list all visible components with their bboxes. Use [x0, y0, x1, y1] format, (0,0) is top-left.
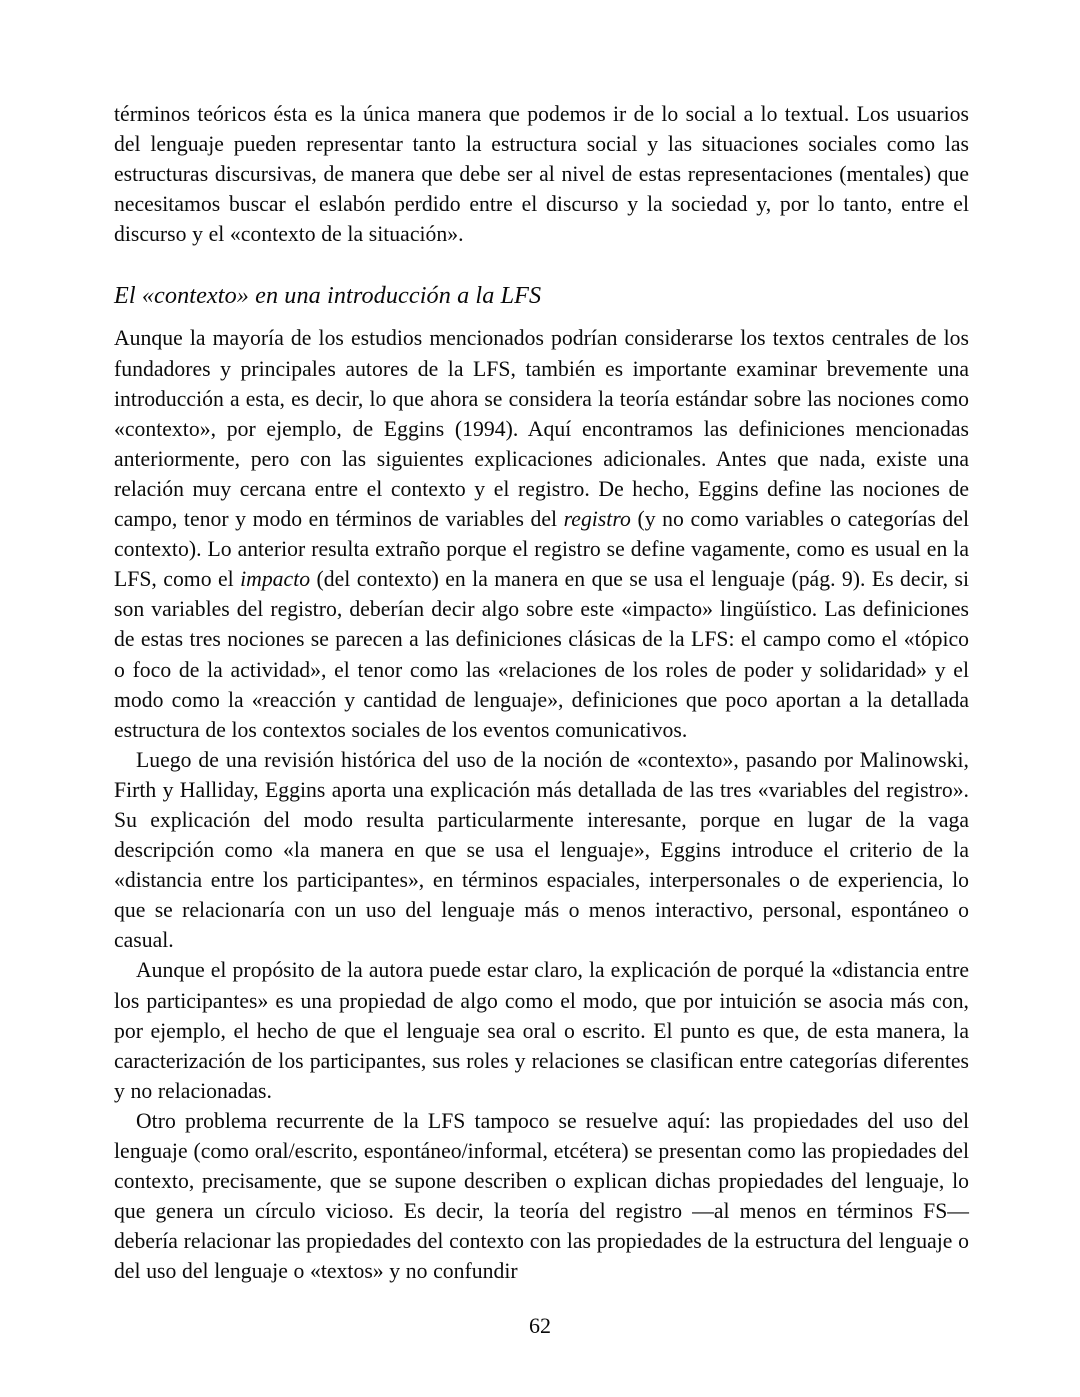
- paragraph-eggins-definitions: [114, 323, 969, 744]
- text-column: [114, 99, 969, 1286]
- paragraph-text-segment: (y no como variables o categorías del contexto). Lo anterior resulta extraño porque el registro se define vagamente, como es usual en la LFS, como el: [114, 507, 969, 592]
- page-number: 62: [529, 1313, 551, 1338]
- paragraph-proposito-autora: Aunque el propósito de la autora puede estar claro, la explicación de porqué la «distancia entre los participantes» es una propiedad de algo como el modo, que por intuición se asocia más con, por ejemplo, el hecho de que el lenguaje sea oral o escrito. El punto es que, de esta manera, la caracterización de los participantes, sus roles y relaciones se clasifican entre categorías diferentes y no relacionadas.: [114, 958, 969, 1103]
- spacer-after-heading: [114, 311, 969, 323]
- emphasis-impacto: impacto: [240, 567, 311, 592]
- paragraph-problema-recurrente: Otro problema recurrente de la LFS tampoco se resuelve aquí: las propiedades del uso del lenguaje (como oral/escrito, espontáneo/informal, etcétera) se presentan como las propiedades del contexto, precisamente, que se supone describen o explican dichas propiedades del lenguaje, lo que genera un círculo vicioso. Es decir, la teoría del registro —al menos en términos FS— debería relacionar las propiedades del contexto con las propiedades de la estructura del lenguaje o del uso del lenguaje o «textos» y no confundir: [114, 1108, 969, 1284]
- paragraph-revision-historica: Luego de una revisión histórica del uso de la noción de «contexto», pasando por Malinowski, Firth y Halliday, Eggins aporta una explicación más detallada de las tres «variables del registro». Su explicación del modo resulta particularmente interesante, porque en lugar de la vaga descripción como «la manera en que se usa el lenguaje», Eggins introduce el criterio de la «distancia entre los participantes», en términos espaciales, interpersonales o de experiencia, lo que se relacionaría con un uso del lenguaje más o menos interactivo, personal, espontáneo o casual.: [114, 747, 969, 953]
- paragraph-text-segment: (del contexto) en la manera en que se usa el lenguaje (pág. 9). Es decir, si son variables del registro, deberían decir algo sobre este «impacto» lingüístico. Las definiciones de estas tres nociones se parecen a las definiciones clásicas de la LFS: el campo como el «tópico o foco de la actividad», el tenor como las «relaciones de los roles de poder y solidaridad» y el modo como la «reacción y cantidad de lenguaje», definiciones que poco aportan a la detallada estructura de los contextos sociales de los eventos comunicativos.: [114, 567, 969, 742]
- paragraph-continuation: términos teóricos ésta es la única manera que podemos ir de lo social a lo textual. Los usuarios del lenguaje pueden representar tanto la estructura social y las situaciones sociales como las estructuras discursivas, de manera que debe ser al nivel de estas representaciones (mentales) que necesitamos buscar el eslabón perdido entre el discurso y la sociedad y, por lo tanto, entre el discurso y el «contexto de la situación».: [114, 102, 969, 247]
- section-heading: El «contexto» en una introducción a la LFS: [114, 282, 542, 310]
- emphasis-registro: registro: [563, 507, 631, 532]
- spacer-before-heading: [114, 249, 969, 281]
- paragraph-text-segment: Aunque la mayoría de los estudios mencionados podrían considerarse los textos centrales de los fundadores y principales autores de la LFS, también es importante examinar brevemente una introducción a esta, es decir, lo que ahora se considera la teoría estándar sobre las nociones como «contexto», por ejemplo, de Eggins (1994). Aquí encontramos las definiciones mencionadas anteriormente, pero con las siguientes explicaciones adicionales. Antes que nada, existe una relación muy cercana entre el contexto y el registro. De hecho, Eggins define las nociones de campo, tenor y modo en términos de variables del: [114, 326, 969, 532]
